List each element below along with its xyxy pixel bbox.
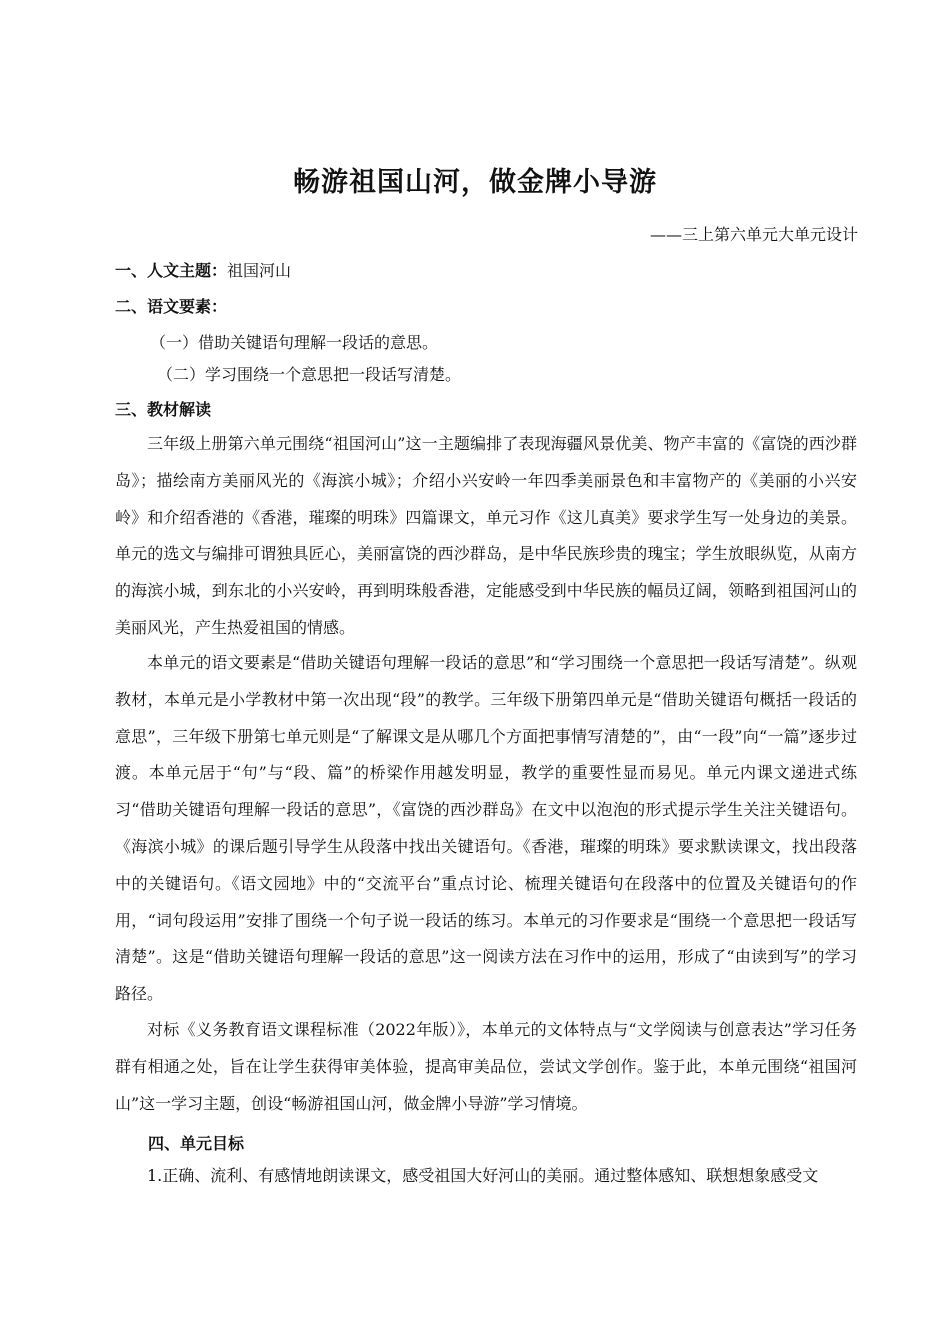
goals-paragraph-1: 1.正确、流利、有感情地朗读课文，感受祖国大好河山的美丽。通过整体感知、联想想象感受文 — [147, 1166, 819, 1185]
element-item-1: （一）借助关键语句理解一段话的意思。 — [150, 333, 439, 352]
section-analysis-label: 三、教材解读 — [115, 400, 212, 419]
section-analysis — [115, 397, 211, 420]
section-theme-value: 祖国河山 — [227, 261, 292, 280]
document-title: 畅游祖国山河，做金牌小导游 — [293, 167, 657, 198]
document-subtitle: ——三上第六单元大单元设计 — [649, 225, 858, 244]
section-elements — [115, 294, 227, 317]
section-goals-label: 四、单元目标 — [148, 1134, 245, 1153]
section-goals — [148, 1131, 244, 1154]
section-theme — [115, 258, 291, 281]
analysis-paragraph-1: 三年级上册第六单元围绕“祖国河山”这一主题编排了表现海疆风景优美、物产丰富的《富饶的西沙群岛》；描绘南方美丽风光的《海滨小城》；介绍小兴安岭一年四季美丽景色和丰富物产的《美丽的小兴安岭》和介绍香港的《香港，璀璨的明珠》四篇课文，单元习作《这儿真美》要求学生写一处身边的美景。单元的选文与编排可谓独具匠心，美丽富饶的西沙群岛，是中华民族珍贵的瑰宝；学生放眼纵览，从南方的海滨小城，到东北的小兴安岭，再到明珠般香港，定能感受到中华民族的幅员辽阔，领略到祖国河山的美丽风光，产生热爱祖国的情感。 — [115, 434, 857, 637]
section-theme-label: 一、人文主题： — [115, 261, 228, 280]
element-item-2: （二）学习围绕一个意思把一段话写清楚。 — [157, 365, 462, 384]
analysis-paragraph-2: 本单元的语文要素是“借助关键语句理解一段话的意思”和“学习围绕一个意思把一段话写清楚”。纵观教材，本单元是小学教材中第一次出现“段”的教学。三年级下册第四单元是“借助关键语句概括一段话的意思”，三年级下册第七单元则是“了解课文是从哪几个方面把事情写清楚的”，由“一段”向“一篇”逐步过渡。本单元居于“句”与“段、篇”的桥梁作用越发明显，教学的重要性显而易见。单元内课文递进式练习“借助关键语句理解一段话的意思”，《富饶的西沙群岛》在文中以泡泡的形式提示学生关注关键语句。《海滨小城》的课后题引导学生从段落中找出关键语句。《香港，璀璨的明珠》要求默读课文，找出段落中的关键语句。《语文园地》中的“交流平台”重点讨论、梳理关键语句在段落中的位置及关键语句的作用，“词句段运用”安排了围绕一个句子说一段话的练习。本单元的习作要求是“围绕一个意思把一段话写清楚”。这是“借助关键语句理解一段话的意思”这一阅读方法在习作中的运用，形成了“由读到写”的学习路径。 — [115, 653, 857, 1004]
section-elements-label: 二、语文要素： — [115, 297, 228, 316]
analysis-paragraph-3: 对标《义务教育语文课程标准（2022年版）》，本单元的文体特点与“文学阅读与创意表达”学习任务群有相通之处，旨在让学生获得审美体验，提高审美品位，尝试文学创作。鉴于此，本单元围绕“祖国河山”这一学习主题，创设“畅游祖国山河，做金牌小导游”学习情境。 — [115, 1020, 857, 1113]
